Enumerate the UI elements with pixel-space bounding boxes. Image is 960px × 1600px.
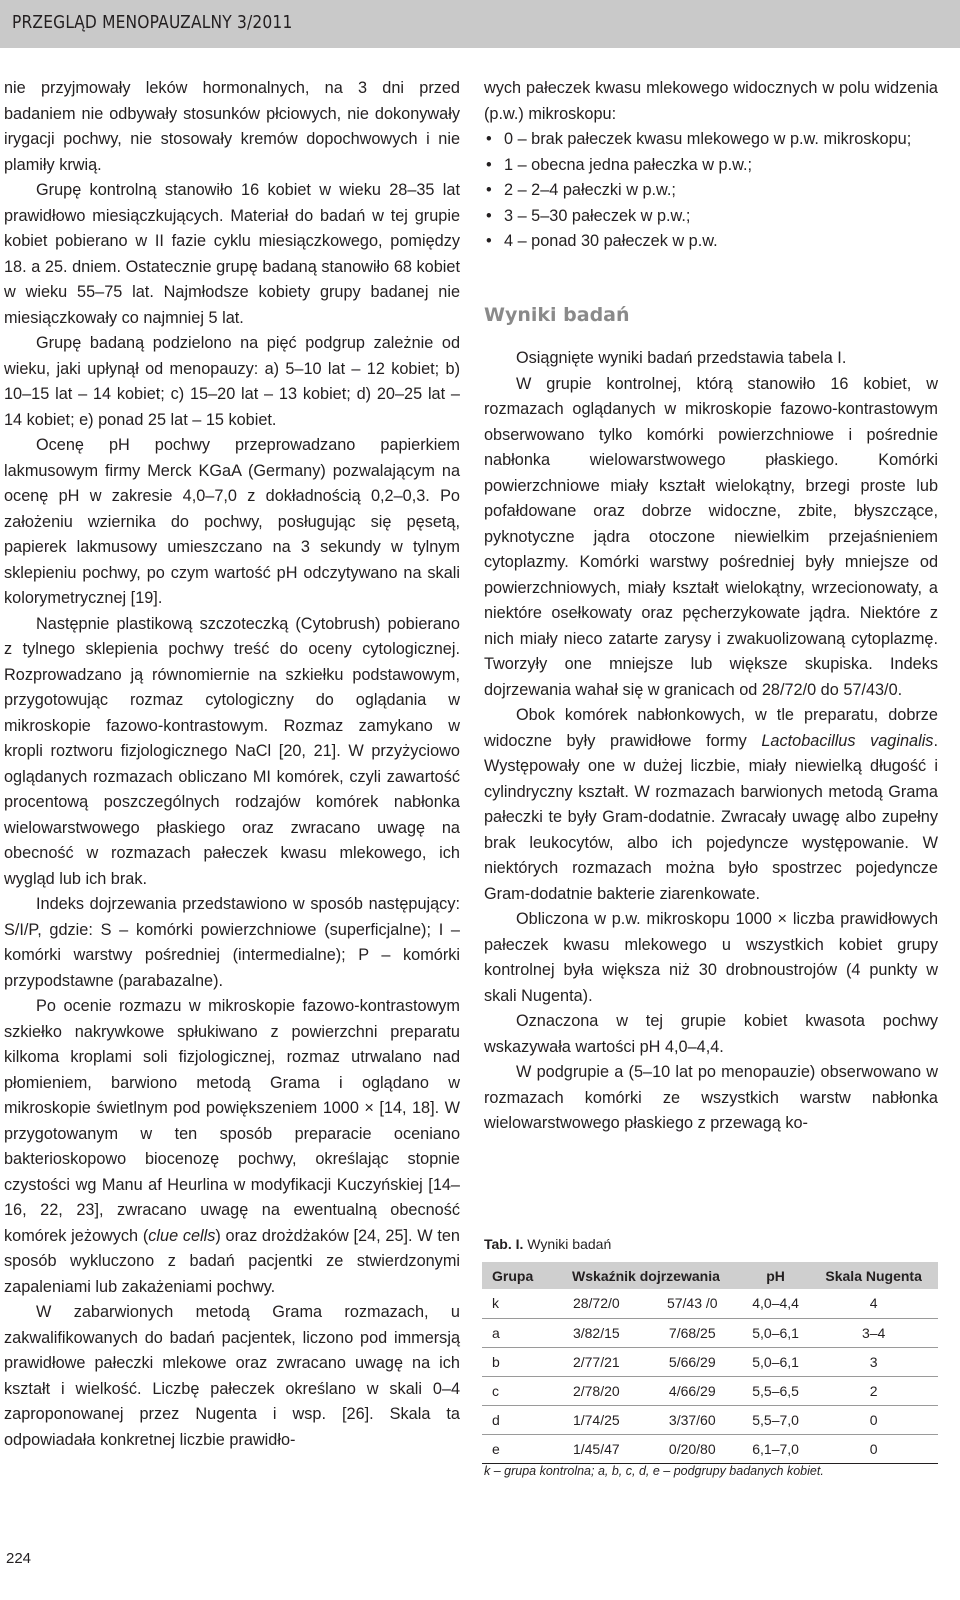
paragraph: Następnie plastikową szczoteczką (Cytobrush) pobierano z tylnego sklepienia pochwy treść do oceny cytologicznej. Rozprowadzano ją równomiernie na szkiełku podstawowym, przygotowując rozmaz cytologiczny do oglądania w mikroskopie fazowo-kontrastowym. Rozmaz zamykano w kropli roztworu fizjologicznego NaCl [20, 21]. W przyżyciowo oglądanych rozmazach obliczano MI komórek, czyli zawartość procentową poszczególnych rodzajów komórek nabłonka wielowarstwowego płaskiego oraz zwracano uwagę na obecność w rozmazach pałeczek kwasu mlekowego, ich wygląd lub ich brak. — [4, 614, 460, 888]
paragraph: Obliczona w p.w. mikroskopu 1000 × liczba prawidłowych pałeczek kwasu mlekowego u wszystkich kobiet grupy kontrolnej była większa niż 30 drobnoustrojów (4 punkty w skali Nugenta). — [484, 910, 938, 1005]
table-row — [482, 1434, 938, 1463]
column-header-ph: pH — [742, 1262, 809, 1289]
table-cell: 7/68/25 — [643, 1318, 742, 1347]
paragraph: Osiągnięte wyniki badań przedstawia tabela I. — [516, 349, 847, 367]
table-cell: 3–4 — [809, 1318, 938, 1347]
page-number: 224 — [6, 1550, 32, 1567]
table-header-row — [482, 1262, 938, 1289]
paragraph: Grupę badaną podzielono na pięć podgrup zależnie od wieku, jaki upłynął od menopauzy: a) 5–10 lat – 12 kobiet; b) 10–15 lat – 14 kobiet; c) 15–20 lat – 13 kobiet; d) 20–25 lat – 14 kobiet; e) ponad 25 lat – 15 kobiet. — [4, 334, 460, 429]
right-column — [484, 76, 938, 1137]
paragraph — [4, 994, 460, 1300]
section-heading: Wyniki badań — [484, 303, 630, 326]
table-cell: 1/45/47 — [550, 1434, 643, 1463]
table-cell: c — [482, 1376, 550, 1405]
table-cell: 3/82/15 — [550, 1318, 643, 1347]
column-header-maturation-index: Wskaźnik dojrzewania — [550, 1262, 742, 1289]
table-caption — [484, 1236, 611, 1252]
table-row — [482, 1376, 938, 1405]
table-cell: 0/20/80 — [643, 1434, 742, 1463]
table-cell: 5,0–6,1 — [742, 1318, 809, 1347]
header-bar — [0, 0, 960, 48]
table-cell: 3/37/60 — [643, 1405, 742, 1434]
text-run: Obok komórek nabłonkowych, w tle preparatu, dobrze widoczne były prawidłowe formy — [484, 706, 938, 750]
table-row — [482, 1318, 938, 1347]
table-cell: 4 — [809, 1289, 938, 1318]
list-item: • 3 – 5–30 pałeczek w p.w.; — [484, 204, 938, 230]
results-table — [482, 1262, 938, 1464]
table-caption-label: Tab. I. — [484, 1236, 524, 1252]
table-cell: 2/77/21 — [550, 1347, 643, 1376]
table-cell: 2/78/20 — [550, 1376, 643, 1405]
italic-term: clue cells — [148, 1226, 216, 1245]
table-cell: 5,5–7,0 — [742, 1405, 809, 1434]
text-run: Po ocenie rozmazu w mikroskopie fazowo-kontrastowym szkiełko nakrywkowe spłukiwano z powierzchni preparatu kilkoma kroplami soli fizjologicznej, rozmaz utrwalano nad płomieniem, barwiono metodą Grama i oglądano w mikroskopie świetlnym pod powiększeniem 1000 × [14, 18]. W przygotowanym w ten sposób preparacie oceniano bakterioskopowo biocenozę pochwy, określając stopnie czystości wg Manu af Heurlina w modyfikacji Kuczyńskiej [14–16, 22, 23], zwracano uwagę na ewentualną obecność komórek jeżowych ( — [4, 997, 460, 1245]
table-cell: 5/66/29 — [643, 1347, 742, 1376]
table-cell: b — [482, 1347, 550, 1376]
paragraph: wych pałeczek kwasu mlekowego widocznych w polu widzenia (p.w.) mikroskopu: — [484, 79, 938, 123]
paragraph: Oznaczona w tej grupie kobiet kwasota pochwy wskazywała wartości pH 4,0–4,4. — [484, 1012, 938, 1056]
table-cell: k — [482, 1289, 550, 1318]
table-caption-text: Wyniki badań — [523, 1236, 612, 1252]
table-cell: 5,0–6,1 — [742, 1347, 809, 1376]
table-row — [482, 1405, 938, 1434]
table-cell: d — [482, 1405, 550, 1434]
table-cell: a — [482, 1318, 550, 1347]
column-header-group: Grupa — [482, 1262, 550, 1289]
text-run: . Występowały one w dużej liczbie, miały niewielką długość i cylindryczny kształt. W rozmazach barwionych metodą Grama pałeczki te były Gram-dodatnie. Zwracały uwagę albo zupełny brak leukocytów, albo ich pojedyncze występowanie. W niektórych rozmazach można było spostrzec pojedyncze Gram-dodatnie bakterie ziarenkowate. — [484, 731, 938, 903]
table-cell: 57/43 /0 — [643, 1289, 742, 1318]
paragraph: Indeks dojrzewania przedstawiono w sposób następujący: S/I/P, gdzie: S – komórki powierzchniowe (superficjalne); I – komórki warstwy pośredniej (intermedialne); P – komórki przypodstawne (parabazalne). — [4, 895, 460, 990]
table-row — [482, 1289, 938, 1318]
paragraph: Ocenę pH pochwy przeprowadzano papierkiem lakmusowym firmy Merck KGaA (Germany) pozwalającym na ocenę pH w zakresie 4,0–7,0 z dokładnością 0,2–0,3. Po założeniu wziernika do pochwy, posługując się pęsetą, papierek lakmusowy umieszczano na 3 sekundy w tylnym sklepieniu pochwy, po czym wartość pH odczytywano na skali kolorymetrycznej [19]. — [4, 436, 460, 607]
text-run: ) oraz drożdżaków [24, 25]. W ten sposób wykluczono z badań pacjentki ze stwierdzonymi zapaleniami lub zakażeniami pochwy. — [4, 1226, 460, 1296]
paragraph: nie przyjmowały leków hormonalnych, na 3 dni przed badaniem nie odbywały stosunków płciowych, nie dokonywały irygacji pochwy, nie stosowały kremów dopochwowych i nie plamiły krwią. — [4, 79, 460, 174]
table-cell: 3 — [809, 1347, 938, 1376]
left-column — [4, 76, 460, 1453]
column-header-nugent: Skala Nugenta — [809, 1262, 938, 1289]
paragraph — [484, 703, 938, 907]
table-cell: 28/72/0 — [550, 1289, 643, 1318]
list-item: • 2 – 2–4 pałeczki w p.w.; — [484, 178, 938, 204]
paragraph: W podgrupie a (5–10 lat po menopauzie) obserwowano w rozmazach komórki ze wszystkich warstw nabłonka wielowarstwowego płaskiego z przewagą ko- — [484, 1063, 938, 1132]
table-cell: e — [482, 1434, 550, 1463]
table-cell: 4/66/29 — [643, 1376, 742, 1405]
journal-title: PRZEGLĄD MENOPAUZALNY 3/2011 — [12, 12, 293, 33]
table-cell: 6,1–7,0 — [742, 1434, 809, 1463]
nugent-scale-list — [484, 127, 938, 255]
list-item: • 1 – obecna jedna pałeczka w p.w.; — [484, 153, 938, 179]
paragraph: W grupie kontrolnej, którą stanowiło 16 kobiet, w rozmazach oglądanych w mikroskopie fazowo-kontrastowym obserwowano tylko komórki powierzchniowe i pośrednie nabłonka wielowarstwowego płaskiego. Komórki powierzchniowe miały kształt wielokątny, brzegi proste lub pofałdowane oraz dobrze widoczne, zbite, błyszczące, pyknotyczne jądra otoczone niewielkim przejaśnieniem cytoplazmy. Komórki warstwy pośredniej były mniejsze od powierzchniowych, miały kształt wielokątny, wrzecionowaty, a niektóre osełkowaty oraz pęcherzykowate jądra. Niektóre z nich miały nieco zatarte zarysy i zwakuolizowaną cytoplazmę. Tworzyły one mniejsze lub większe skupiska. Indeks dojrzewania wahał się w granicach od 28/72/0 do 57/43/0. — [484, 374, 938, 699]
list-item: • 0 – brak pałeczek kwasu mlekowego w p.w. mikroskopu; — [484, 127, 938, 153]
table-cell: 1/74/25 — [550, 1405, 643, 1434]
italic-term: Lactobacillus vaginalis — [761, 731, 934, 750]
table-footnote: k – grupa kontrolna; a, b, c, d, e – podgrupy badanych kobiet. — [484, 1464, 824, 1478]
list-item: • 4 – ponad 30 pałeczek w p.w. — [484, 229, 938, 255]
table-cell: 2 — [809, 1376, 938, 1405]
paragraph: W zabarwionych metodą Grama rozmazach, u zakwalifikowanych do badań pacjentek, liczono pod immersją prawidłowe pałeczki mlekowe oraz zwracano uwagę na ich kształt i wielkość. Liczbę pałeczek określano w skali 0–4 zaproponowanej przez Nugenta i wsp. [26]. Skala ta odpowiadała konkretnej liczbie prawidło- — [4, 1303, 460, 1449]
paragraph: Grupę kontrolną stanowiło 16 kobiet w wieku 28–35 lat prawidłowo miesiączkujących. Materiał do badań w tej grupie kobiet pobierano w II fazie cyklu miesiączkowego, pomiędzy 18. a 25. dniem. Ostatecznie grupę badaną stanowiło 68 kobiet w wieku 55–75 lat. Najmłodsze kobiety grupy badanej nie miesiączkowały co najmniej 5 lat. — [4, 181, 460, 327]
table-cell: 0 — [809, 1405, 938, 1434]
table-cell: 0 — [809, 1434, 938, 1463]
table-row — [482, 1347, 938, 1376]
table-cell: 4,0–4,4 — [742, 1289, 809, 1318]
table-cell: 5,5–6,5 — [742, 1376, 809, 1405]
